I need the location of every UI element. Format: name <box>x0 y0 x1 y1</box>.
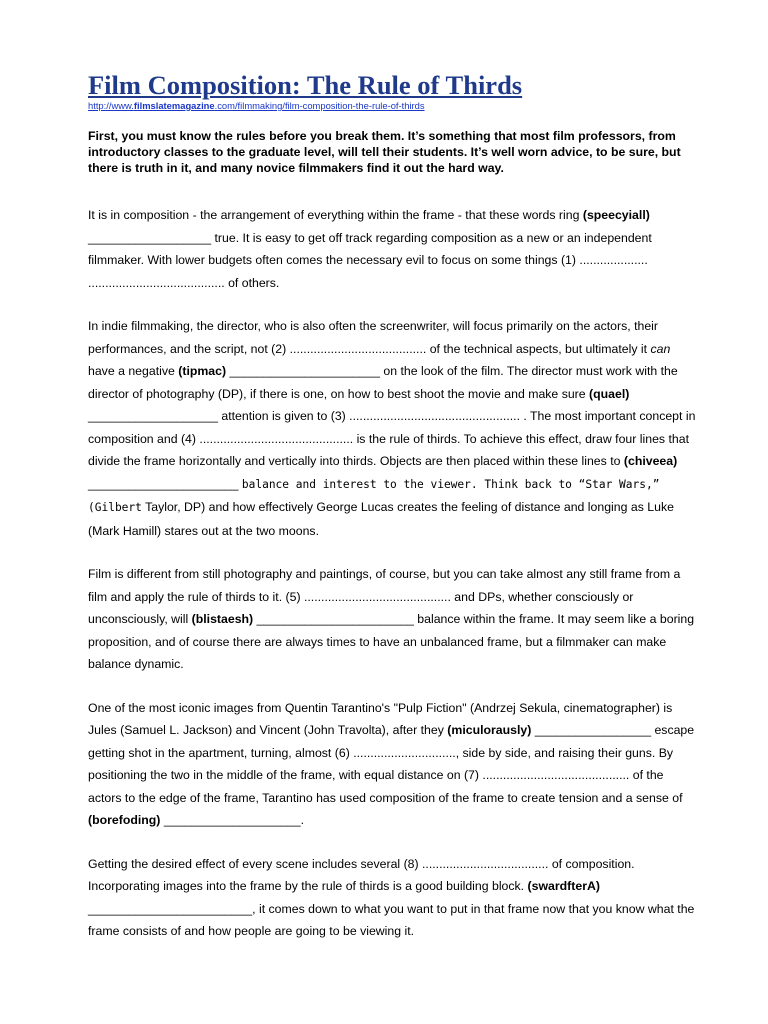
source-link[interactable] <box>88 100 698 112</box>
paragraph-3 <box>88 563 698 676</box>
paragraph-5 <box>88 853 698 943</box>
p4-text-c: ____________________. <box>160 813 305 827</box>
document-title: Film Composition: The Rule of Thirds <box>88 70 523 100</box>
source-link-domain: filmslatemagazine <box>133 100 215 111</box>
p1-text-a: It is in composition - the arrangement of everything within the frame - that these words ring <box>88 208 583 222</box>
scrambled-word: (swardfterA) <box>527 879 600 893</box>
p2-mono-text: balance and interest to the viewer. Think back to “Star Wars,” (Gilbert <box>88 477 660 514</box>
p1-text-b: __________________ true. It is easy to get off track regarding composition as a new or an independent filmmaker. With lower budgets often comes the necessary evil to focus on some things (1) .................... ........................................ of others. <box>88 230 652 290</box>
p2-text-e: ______________________ <box>88 476 242 491</box>
p2-text-d: ___________________ attention is given to (3) .................................................. . The most important concept in composition and (4) ............................................. is the rule of thirds. To achieve this effect, draw four lines that divide the frame horizontally and vertically into thirds. Objects are then placed within these lines to <box>88 409 696 468</box>
paragraph-1 <box>88 204 698 294</box>
scrambled-word: (quael) <box>589 386 630 401</box>
intro-paragraph: First, you must know the rules before you break them. It’s something that most film professors, from introductory classes to the graduate level, will tell their students. It’s well worn advice, to be sure, but there is truth in it, and many novice filmmakers find it out the hard way. <box>88 129 681 175</box>
p2-text-f: Taylor, DP) and how effectively George Lucas creates the feeling of distance and longing as Luke (Mark Hamill) stares out at the two moons. <box>88 500 674 538</box>
scrambled-word: (borefoding) <box>88 813 161 827</box>
scrambled-word: (blistaesh) <box>191 612 254 626</box>
scrambled-word: (tipmac) <box>178 364 227 378</box>
scrambled-word: (speecyiall) <box>582 208 650 222</box>
italic-word: can <box>650 341 671 356</box>
source-link-path: .com/filmmaking/film-composition-the-rule-of-thirds <box>214 100 425 111</box>
p2-text-a: In indie filmmaking, the director, who is also often the screenwriter, will focus primarily on the actors, their performances, and the script, not (2) ........................................ of the technical aspects, but ultimately it <box>88 319 658 356</box>
scrambled-word: (chiveea) <box>623 454 678 468</box>
p5-text-b: ________________________, it comes down to what you want to put in that frame now that you know what the frame consists of and how people are going to be viewing it. <box>88 901 695 938</box>
p3-text-a: Film is different from still photography and paintings, of course, but you can take almost any still frame from a film and apply the rule of thirds to it. (5) ........................................... and DPs, whether consciously or unconsciously, will <box>88 567 681 626</box>
scrambled-word: (miculorausly) <box>447 723 532 737</box>
p2-text-c: ______________________ on the look of the film. The director must work with the director of photography (DP), if there is one, on how to best shoot the movie and make sure <box>88 364 678 401</box>
p4-text-b: _________________ escape getting shot in the apartment, turning, almost (6) .............................., side by side, and raising their guns. By positioning the two in the middle of the frame, with equal distance on (7) ........................................... of the actors to the edge of the frame, Tarantino has used composition of the frame to create tension and a sense of <box>88 723 695 805</box>
p4-text-a: One of the most iconic images from Quentin Tarantino's "Pulp Fiction" (Andrzej Sekula, cinematographer) is Jules (Samuel L. Jackson) and Vincent (John Travolta), after they <box>88 700 673 737</box>
p3-text-b: _______________________ balance within the frame. It may seem like a boring proposition, and of course there are always times to have an unbalanced frame, but a filmmaker can make balance dynamic. <box>88 612 695 671</box>
paragraph-4 <box>88 697 698 832</box>
source-link-prefix: http://www. <box>88 100 134 111</box>
p5-text-a: Getting the desired effect of every scene includes several (8) ..................................... of composition. Incorporating images into the frame by the rule of thirds is a good building block. <box>88 856 635 893</box>
paragraph-2 <box>88 315 698 542</box>
p2-text-b: have a negative <box>88 364 179 378</box>
